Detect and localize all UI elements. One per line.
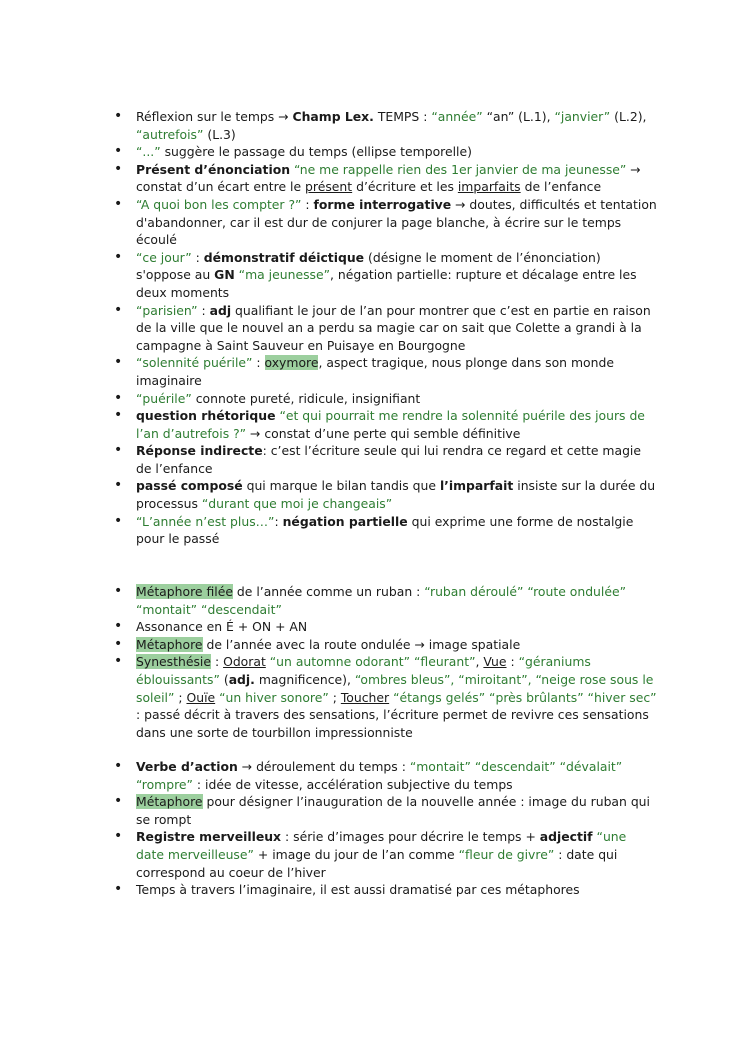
highlighted-term: oxymore bbox=[264, 355, 319, 371]
quote-text: “autrefois” bbox=[136, 126, 204, 142]
quote-text: “durant que moi je changeais” bbox=[201, 496, 393, 512]
text-segment: (L.2), bbox=[610, 109, 647, 124]
list-item bbox=[112, 636, 657, 654]
text-segment: : c’est l’écriture seule qui lui rendra ce regard et cette magie de l’enfance bbox=[136, 443, 641, 476]
text-segment: : passé décrit à travers des sensations, l’écriture permet de revivre ces sensations dans une sorte de tourbillon impressionniste bbox=[136, 707, 649, 740]
quote-text: “janvier” bbox=[554, 109, 611, 124]
list-item bbox=[112, 161, 657, 196]
bold-term: Registre merveilleux bbox=[136, 829, 282, 845]
text-segment: : bbox=[301, 196, 314, 212]
list-item bbox=[112, 249, 657, 302]
quote-text: “...” bbox=[136, 144, 161, 160]
bold-term: passé composé bbox=[136, 478, 243, 494]
bold-term: négation partielle bbox=[282, 513, 408, 529]
text-segment: Temps à travers l’imaginaire, il est aussi dramatisé par ces métaphores bbox=[136, 882, 580, 898]
text-segment: → doutes, difficultés et tentation d'abandonner, car il est dur de conjurer la page blanche, à écrire sur le temps écoulé bbox=[136, 196, 657, 248]
bold-term: forme interrogative bbox=[313, 196, 452, 212]
analysis-list-time bbox=[112, 108, 657, 548]
text-segment: , bbox=[475, 654, 484, 670]
text-segment: Réflexion sur le temps → bbox=[136, 109, 293, 124]
text-segment: : bbox=[211, 654, 224, 670]
underlined-term: Ouïe bbox=[186, 689, 216, 705]
list-item bbox=[112, 354, 657, 389]
list-item bbox=[112, 407, 657, 442]
list-item bbox=[112, 477, 657, 512]
text-segment: Assonance en É + ON + AN bbox=[136, 619, 308, 635]
highlighted-term: Métaphore filée bbox=[136, 584, 233, 599]
text-segment: ( bbox=[219, 671, 229, 687]
analysis-list-metaphors bbox=[112, 583, 657, 741]
text-segment: : bbox=[252, 355, 265, 371]
bold-term: Champ Lex. bbox=[292, 109, 374, 124]
list-item bbox=[112, 302, 657, 355]
quote-text: “solennité puérile” bbox=[136, 355, 253, 371]
bold-term: l’imparfait bbox=[439, 478, 514, 494]
text-segment: qui marque le bilan tandis que bbox=[242, 478, 440, 494]
text-segment: de l’enfance bbox=[520, 179, 602, 195]
text-segment: : idée de vitesse, accélération subjective du temps bbox=[192, 776, 513, 792]
quote-text: “ce jour” bbox=[136, 249, 192, 265]
list-item bbox=[112, 653, 657, 741]
text-segment: , aspect tragique, nous plonge dans son monde imaginaire bbox=[136, 355, 614, 388]
quote-text: “année” bbox=[431, 109, 483, 124]
text-segment: → constat d’un écart entre le bbox=[136, 161, 641, 195]
text-segment: ; bbox=[328, 689, 341, 705]
bold-term: adjectif bbox=[539, 829, 593, 845]
highlighted-term: Métaphore bbox=[136, 794, 203, 810]
text-segment: + image du jour de l’an comme bbox=[253, 846, 459, 862]
text-segment: (désigne le moment de l’énonciation) s'oppose au bbox=[136, 249, 601, 283]
quote-text: “parisien” bbox=[136, 302, 198, 318]
quote-text: “ruban déroulé” “route ondulée” “montait” “descendait” bbox=[136, 584, 627, 617]
quote-text: “ne me rappelle rien des 1er janvier de ma jeunesse” bbox=[290, 161, 627, 177]
text-segment: : bbox=[274, 513, 283, 529]
text-segment: insiste sur la durée du processus bbox=[136, 478, 656, 512]
text-segment: suggère le passage du temps (ellipse temporelle) bbox=[160, 144, 472, 160]
bold-term: Présent d’énonciation bbox=[136, 161, 291, 177]
quote-text: “L’année n’est plus…” bbox=[136, 513, 275, 529]
text-segment: : série d’images pour décrire le temps + bbox=[281, 829, 540, 845]
quote-text: “un hiver sonore” bbox=[219, 689, 329, 705]
text-segment: magnificence), bbox=[254, 671, 355, 687]
list-item bbox=[112, 108, 657, 143]
list-item bbox=[112, 143, 657, 161]
quote-text: “montait” “descendait” “dévalait” “rompre” bbox=[136, 759, 623, 792]
list-item bbox=[112, 196, 657, 249]
highlighted-term: Métaphore bbox=[136, 636, 203, 652]
bold-term: GN bbox=[214, 267, 235, 283]
text-segment: qui exprime une forme de nostalgie pour le passé bbox=[136, 513, 634, 547]
text-segment: de l’année comme un ruban : bbox=[232, 584, 425, 599]
list-item bbox=[112, 881, 657, 899]
list-item bbox=[112, 390, 657, 408]
text-segment: : bbox=[191, 249, 204, 265]
bold-term: question rhétorique bbox=[136, 408, 276, 424]
text-segment: → constat d’une perte qui semble définitive bbox=[246, 425, 521, 441]
highlighted-term: Synesthésie bbox=[136, 654, 211, 670]
text-segment: de l’année avec la route ondulée → image spatiale bbox=[202, 636, 521, 652]
quote-text: “étangs gelés” “près brûlants” “hiver sec” bbox=[393, 689, 657, 705]
bold-term: adj. bbox=[228, 671, 255, 687]
bold-term: Réponse indirecte bbox=[136, 443, 263, 459]
bold-term: adj bbox=[209, 302, 232, 318]
quote-text: “et qui pourrait me rendre la solennité puérile des jours de l’an d’autrefois ?” bbox=[136, 408, 645, 441]
list-item bbox=[112, 828, 657, 881]
underlined-term: Odorat bbox=[223, 654, 266, 670]
list-item bbox=[112, 793, 657, 828]
text-segment: → déroulement du temps : bbox=[237, 759, 410, 774]
text-segment: connote pureté, ridicule, insignifiant bbox=[191, 390, 421, 406]
quote-text: “ombres bleus”, “miroitant”, “neige rose sous le soleil” bbox=[136, 671, 654, 705]
underlined-term: Vue bbox=[483, 654, 507, 670]
quote-text: “ma jeunesse” bbox=[238, 267, 331, 283]
text-segment: “an” (L.1), bbox=[482, 109, 555, 124]
underlined-term: imparfaits bbox=[457, 179, 521, 195]
text-segment: ; bbox=[174, 689, 187, 705]
list-item bbox=[112, 442, 657, 477]
text-segment: qualifiant le jour de l’an pour montrer que c’est en partie en raison de la ville que le nouvel an a perdu sa magie car on sait que Colette a grandi à la campagne à Saint Sauveur en Puisaye en Bourgogne bbox=[136, 302, 651, 353]
text-segment: : bbox=[197, 302, 210, 318]
list-item bbox=[112, 583, 657, 618]
quote-text: “puérile” bbox=[136, 390, 192, 406]
text-segment: TEMPS : bbox=[373, 109, 432, 124]
text-segment: : date qui correspond au coeur de l’hiver bbox=[136, 846, 618, 880]
quote-text: “géraniums éblouissants” bbox=[136, 654, 591, 687]
list-item bbox=[112, 513, 657, 548]
bold-term: démonstratif déictique bbox=[203, 249, 365, 265]
quote-text: “fleur de givre” bbox=[458, 846, 555, 862]
quote-text: “une date merveilleuse” bbox=[136, 829, 627, 862]
text-segment: d’écriture et les bbox=[352, 179, 458, 195]
bold-term: Verbe d’action bbox=[136, 759, 238, 774]
underlined-term: Toucher bbox=[340, 689, 390, 705]
quote-text: “un automne odorant” “fleurant” bbox=[269, 654, 476, 670]
text-segment: : bbox=[506, 654, 519, 670]
list-item bbox=[112, 618, 657, 636]
text-segment: , négation partielle: rupture et décalage entre les deux moments bbox=[136, 267, 637, 300]
list-item bbox=[112, 758, 657, 793]
quote-text: “A quoi bon les compter ?” bbox=[136, 196, 302, 212]
analysis-list-action bbox=[112, 758, 657, 899]
text-segment: pour désigner l’inauguration de la nouvelle année : image du ruban qui se rompt bbox=[136, 794, 650, 827]
underlined-term: présent bbox=[305, 179, 353, 195]
text-segment: (L.3) bbox=[203, 126, 236, 142]
